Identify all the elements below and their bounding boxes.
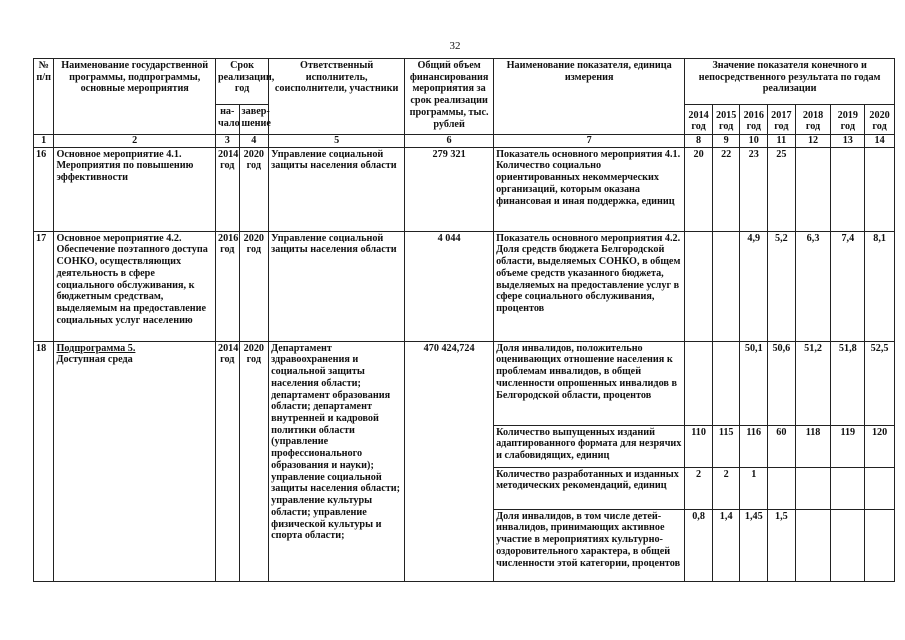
header-end: завер- шение	[239, 105, 269, 135]
indicator-value: 6,3	[795, 231, 831, 341]
subprogram-label: Подпрограмма 5.	[56, 342, 136, 354]
indicator-text: Показатель основного мероприятия 4.1. Количество социально ориентированных некоммерческих организаций, которым оказана финансовая и иная поддержка, единиц	[494, 147, 685, 231]
indicator-value: 20	[685, 147, 713, 231]
indicator-value	[831, 147, 865, 231]
header-values: Значение показателя конечного и непосредственного результата по годам реализации	[685, 59, 895, 105]
row-num: 17	[34, 231, 54, 341]
indicator-value	[795, 467, 831, 509]
indicator-value: 25	[768, 147, 796, 231]
indicator-value: 4,9	[740, 231, 768, 341]
indicator-value: 0,8	[685, 509, 713, 581]
row-executor: Управление социальной защиты населения области	[269, 231, 405, 341]
indicator-value: 52,5	[865, 341, 895, 425]
page-number: 32	[449, 40, 461, 52]
header-year: 2014 год	[685, 105, 713, 135]
header-name: Наименование государственной программы, подпрограммы, основные мероприятия	[54, 59, 216, 135]
header-year: 2017 год	[768, 105, 796, 135]
col-number: 6	[405, 135, 494, 148]
indicator-value: 118	[795, 425, 831, 467]
row-name: Основное мероприятие 4.2. Обеспечение поэтапного доступа СОНКО, осуществляющих деятельность в сфере социального обслуживания, к бюджетным средствам, выделяемым на предоставление социальных услуг населению	[54, 231, 216, 341]
row-num: 16	[34, 147, 54, 231]
indicator-value: 116	[740, 425, 768, 467]
row-executor: Управление социальной защиты населения области	[269, 147, 405, 231]
indicator-value: 5,2	[768, 231, 796, 341]
row-end: 2020 год	[239, 341, 269, 581]
table-row	[34, 231, 895, 341]
indicator-value: 2	[685, 467, 713, 509]
row-name	[54, 341, 216, 581]
indicator-value	[831, 467, 865, 509]
indicator-value: 120	[865, 425, 895, 467]
col-number: 11	[768, 135, 796, 148]
indicator-text: Показатель основного мероприятия 4.2. Доля средств бюджета Белгородской области, выделяемых СОНКО, в общем объеме средств указанного бюджета, выделяемых на предоставление услуг в сфере социального обслуживания, процентов	[494, 231, 685, 341]
col-number: 9	[712, 135, 740, 148]
header-num: № п/п	[34, 59, 54, 135]
indicator-value: 8,1	[865, 231, 895, 341]
row-volume: 470 424,724	[405, 341, 494, 581]
col-number: 2	[54, 135, 216, 148]
col-number: 3	[215, 135, 239, 148]
indicator-value	[712, 231, 740, 341]
indicator-value: 119	[831, 425, 865, 467]
header-volume: Общий объем финансирования мероприятия за срок реализации программы, тыс. рублей	[405, 59, 494, 135]
row-num: 18	[34, 341, 54, 581]
row-volume: 279 321	[405, 147, 494, 231]
indicator-value	[831, 509, 865, 581]
row-start: 2016 год	[215, 231, 239, 341]
col-number: 5	[269, 135, 405, 148]
indicator-value: 50,6	[768, 341, 796, 425]
indicator-value: 50,1	[740, 341, 768, 425]
col-number: 10	[740, 135, 768, 148]
indicator-value	[768, 467, 796, 509]
indicator-value	[712, 341, 740, 425]
col-number: 13	[831, 135, 865, 148]
header-period: Срок реализации, год	[215, 59, 268, 105]
indicator-value	[685, 231, 713, 341]
col-number: 4	[239, 135, 269, 148]
indicator-value: 51,8	[831, 341, 865, 425]
header-year: 2015 год	[712, 105, 740, 135]
col-number: 7	[494, 135, 685, 148]
indicator-value	[795, 147, 831, 231]
row-executor: Департамент здравоохранения и социальной защиты населения области; департамент образования области; департамент внутренней и кадровой политики области (управление профессионального образования и науки); управление социальной защиты населения области; управление культуры области; управление физической культуры и спорта области;	[269, 341, 405, 581]
subprogram-name: Доступная среда	[56, 354, 133, 366]
row-end: 2020 год	[239, 231, 269, 341]
header-indicator: Наименование показателя, единица измерения	[494, 59, 685, 135]
indicator-text: Количество выпущенных изданий адаптированного формата для незрячих и слабовидящих, единиц	[494, 425, 685, 467]
col-number: 8	[685, 135, 713, 148]
row-start: 2014 год	[215, 341, 239, 581]
indicator-value: 110	[685, 425, 713, 467]
indicator-text: Доля инвалидов, положительно оценивающих отношение населения к проблемам инвалидов, в общей численности опрошенных инвалидов в Белгородской области, процентов	[494, 341, 685, 425]
row-start: 2014 год	[215, 147, 239, 231]
program-table	[33, 58, 895, 582]
indicator-text: Доля инвалидов, в том числе детей-инвалидов, принимающих активное участие в мероприятиях культурно-оздоровительного характера, в общей численности этой категории, процентов	[494, 509, 685, 581]
indicator-value: 51,2	[795, 341, 831, 425]
indicator-value: 22	[712, 147, 740, 231]
indicator-value	[865, 147, 895, 231]
indicator-value	[865, 467, 895, 509]
indicator-value: 7,4	[831, 231, 865, 341]
indicator-value	[795, 509, 831, 581]
table-row	[34, 147, 895, 231]
indicator-value: 1,45	[740, 509, 768, 581]
indicator-value	[685, 341, 713, 425]
col-number: 1	[34, 135, 54, 148]
header-start: на- чало	[215, 105, 239, 135]
row-end: 2020 год	[239, 147, 269, 231]
indicator-value: 1	[740, 467, 768, 509]
indicator-value: 115	[712, 425, 740, 467]
col-number: 14	[865, 135, 895, 148]
header-year: 2016 год	[740, 105, 768, 135]
indicator-value	[865, 509, 895, 581]
indicator-value: 1,4	[712, 509, 740, 581]
header-executor: Ответственный исполнитель, соисполнители, участники	[269, 59, 405, 135]
indicator-value: 1,5	[768, 509, 796, 581]
header-year: 2018 год	[795, 105, 831, 135]
indicator-value: 23	[740, 147, 768, 231]
header-year: 2020 год	[865, 105, 895, 135]
header-year: 2019 год	[831, 105, 865, 135]
table-row	[34, 341, 895, 425]
col-number: 12	[795, 135, 831, 148]
row-name: Основное мероприятие 4.1. Мероприятия по повышению эффективности	[54, 147, 216, 231]
indicator-value: 2	[712, 467, 740, 509]
indicator-text: Количество разработанных и изданных методических рекомендаций, единиц	[494, 467, 685, 509]
indicator-value: 60	[768, 425, 796, 467]
row-volume: 4 044	[405, 231, 494, 341]
